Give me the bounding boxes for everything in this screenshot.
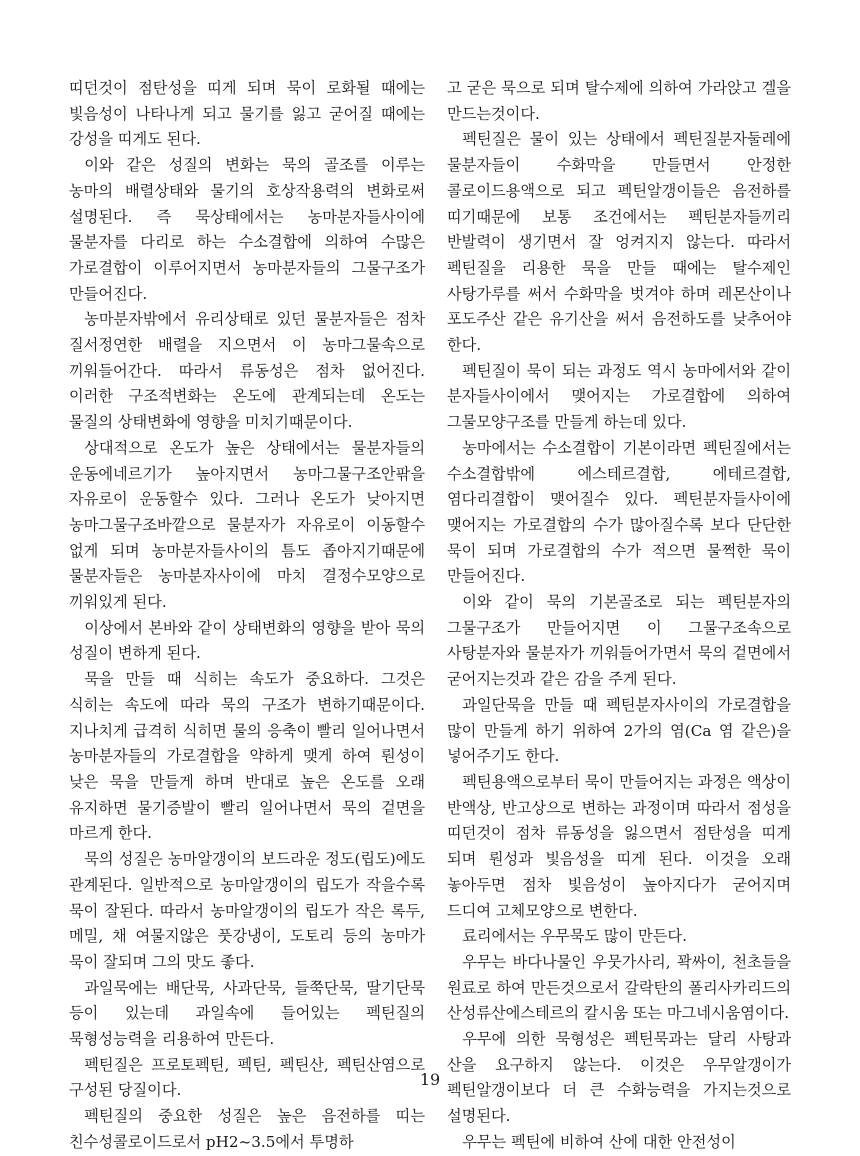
left-column — [69, 76, 425, 1156]
paragraph: 이와 같이 묵의 기본골조로 되는 펙틴분자의 그물구조가 만들어지면 이 그물구조속으로 사탕분자와 물분자가 끼워들어가면서 묵의 겉면에서 굳어지는것과 같은 감을 주게 된다. — [447, 593, 791, 689]
paragraph: 펙틴질은 프로토펙틴, 펙틴, 펙틴산, 펙틴산염으로 구성된 당질이다. — [69, 1055, 425, 1100]
paragraph: 우무에 의한 묵형성은 펙틴묵과는 달리 사탕과 산을 요구하지 않는다. 이것은 우무알갱이가 펙틴알갱이보다 더 큰 수화능력을 가지는것으로 설명된다. — [447, 1030, 791, 1126]
paragraph: 펙틴용액으로부터 묵이 만들어지는 과정은 액상이 반액상, 반고상으로 변하는 과정이며 따라서 점성을 띠던것이 점차 류동성을 잃으면서 점탄성을 띠게 되며 뤈성과 빛음성을 띠게 된다. 이것을 오래 놓아두면 점차 빛음성이 높아지다가 굳어지며 드디여 고체모양으로 변한다. — [447, 772, 791, 920]
paragraph: 료리에서는 우무묵도 많이 만든다. — [462, 927, 687, 946]
paragraph: 농마분자밖에서 유리상태로 있던 물분자들은 점차 질서정연한 배렬을 지으면서 이 농마그물속으로 끼워들어간다. 따라서 류동성은 점차 없어진다. 이러한 구조적변화는 온도에 관계되는데 온도는 물질의 상태변화에 영향을 미치기때문이다. — [69, 310, 425, 432]
paragraph: 농마에서는 수소결합이 기본이라면 펙틴질에서는 수소결합밖에 에스테르결합, 에테르결합, 염다리결합이 맺어질수 있다. 펙틴분자들사이에 맺어지는 가로결합의 수가 많아질수록 보다 단단한 묵이 되며 가로결합의 수가 적으면 물쩍한 묵이 만들어진다. — [447, 438, 791, 586]
paragraph: 우무는 펙틴에 비하여 산에 대한 안전성이 — [462, 1132, 736, 1151]
page-number: 19 — [419, 1070, 441, 1089]
paragraph: 펙틴질의 중요한 성질은 높은 음전하를 띠는 친수성콜로이드로서 pH2~3.5에서 투명하 — [69, 1107, 425, 1151]
right-column — [447, 76, 791, 1156]
paragraph: 묵을 만들 때 식히는 속도가 중요하다. 그것은 식히는 속도에 따라 묵의 구조가 변하기때문이다. 지나치게 급격히 식히면 물의 응축이 빨리 일어나면서 농마분자들의 가로결합을 약하게 맺게 하여 뤈성이 낮은 묵을 만들게 하며 반대로 높은 온도를 오래 유지하면 물기증발이 빨리 일어나면서 묵의 겉면을 마르게 한다. — [69, 670, 425, 843]
paragraph: 펙틴질이 묵이 되는 과정도 역시 농마에서와 같이 분자들사이에서 맺어지는 가로결합에 의하여 그물모양구조를 만들게 하는데 있다. — [447, 361, 791, 432]
paragraph: 펙틴질은 물이 있는 상태에서 펙틴질분자둘레에 물분자들이 수화막을 만들면서 안정한 콜로이드용액으로 되고 펙틴알갱이들은 음전하를 띠기때문에 보통 조건에서는 펙틴분자들끼리 반발력이 생기면서 잘 엉켜지지 않는다. 따라서 펙틴질을 리용한 묵을 만들 때에는 탈수제인 사탕가루를 써서 수화막을 벗겨야 하며 레몬산이나 포도주산 같은 유기산을 써서 음전하도를 낮추어야 한다. — [447, 130, 791, 355]
paragraph: 이상에서 본바와 같이 상태변화의 영향을 받아 묵의 성질이 변하게 된다. — [69, 618, 425, 663]
paragraph: 띠던것이 점탄성을 띠게 되며 묵이 로화될 때에는 빛음성이 나타나게 되고 물기를 잃고 굳어질 때에는 강성을 띠게도 된다. — [69, 79, 425, 149]
paragraph: 고 굳은 묵으로 되며 탈수제에 의하여 가라앉고 겔을 만드는것이다. — [447, 79, 791, 123]
paragraph: 묵의 성질은 농마알갱이의 보드라운 정도(립도)에도 관계된다. 일반적으로 농마알갱이의 립도가 작을수록 묵이 잘된다. 따라서 농마알갱이의 립도가 작은 록두, 메밀, 채 여물지않은 풋강냉이, 도토리 등의 농마가 묵이 잘되며 그의 맛도 좋다. — [69, 850, 425, 971]
paragraph: 과일묵에는 배단묵, 사과단묵, 들쭉단묵, 딸기단묵 등이 있는데 과일속에 들어있는 펙틴질의 묵형성능력을 리용하여 만든다. — [69, 978, 425, 1049]
paragraph: 이와 같은 성질의 변화는 묵의 골조를 이루는 농마의 배렬상태와 물기의 호상작용력의 변화로써 설명된다. 즉 묵상태에서는 농마분자들사이에 물분자를 다리로 하는 수소결합에 의하여 수많은 가로결합이 이루어지면서 농마분자들의 그물구조가 만들어진다. — [69, 156, 425, 303]
paragraph: 상대적으로 온도가 높은 상태에서는 물분자들의 운동에네르기가 높아지면서 농마그물구조안팎을 자유로이 운동할수 있다. 그러나 온도가 낮아지면 농마그물구조바깥으로 물분자가 자유로이 이동할수 없게 되며 농마분자들사이의 틈도 좁아지기때문에 물분자들은 농마분자사이에 마치 결정수모양으로 끼워있게 된다. — [69, 438, 425, 612]
paragraph: 우무는 바다나물인 우뭇가사리, 꽉싸이, 천초들을 원료로 하여 만든것으로서 갈락탄의 폴리사카리드의 산성류산에스테르의 칼시움 또는 마그네시움염이다. — [447, 952, 791, 1023]
paragraph: 과일단묵을 만들 때 펙틴분자사이의 가로결합을 많이 만들게 하기 위하여 2가의 염(Ca 염 같은)을 넣어주기도 한다. — [447, 695, 791, 766]
